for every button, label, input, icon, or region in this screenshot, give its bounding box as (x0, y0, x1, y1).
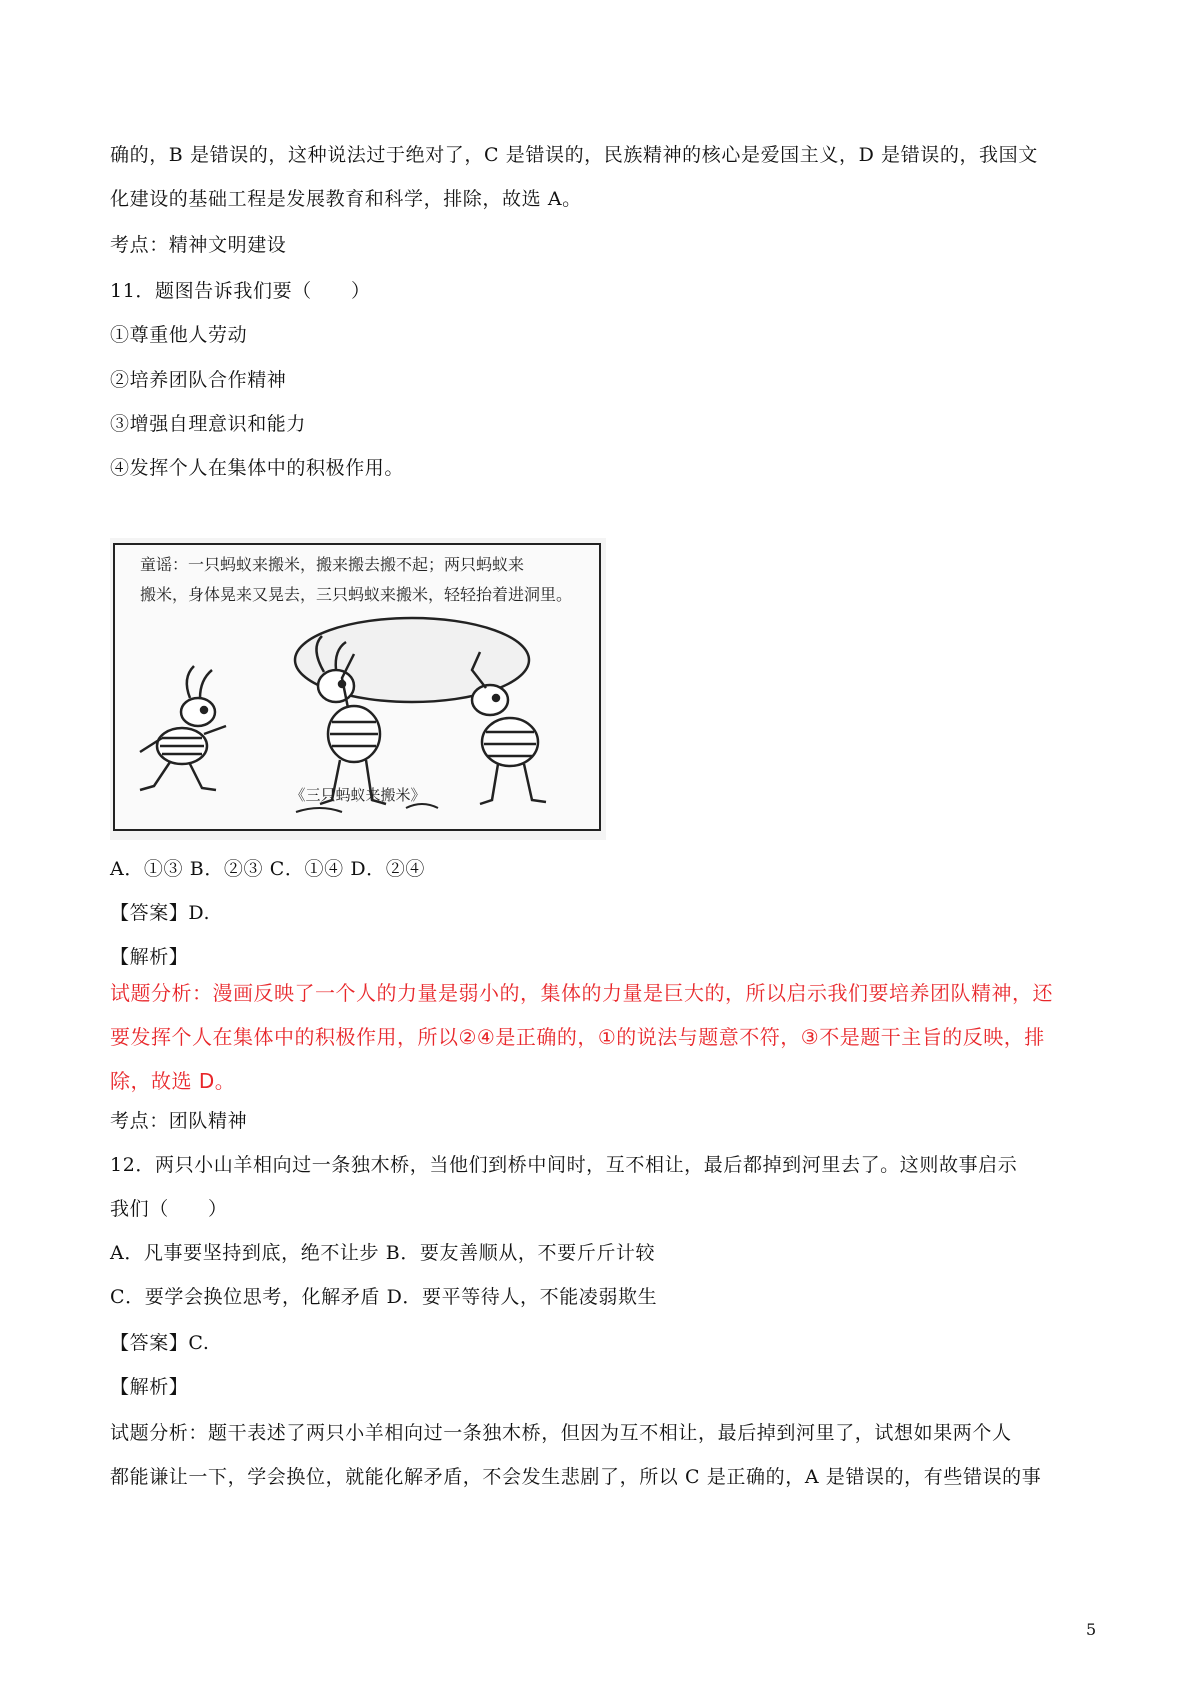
text-line: 化建设的基础工程是发展教育和科学，排除，故选 A。 (110, 188, 582, 210)
text-line: 确的，B 是错误的，这种说法过于绝对了，C 是错误的，民族精神的核心是爱国主义，D 是错误的，我国文 (110, 144, 1038, 166)
question-12-choices: C．要学会换位思考，化解矛盾 D．要平等待人，不能凌弱欺生 (110, 1286, 658, 1308)
figure-title: 《三只蚂蚁来搬米》 (290, 786, 426, 804)
option-2: ②培养团队合作精神 (110, 369, 287, 391)
question-12-cont: 我们（ ） (110, 1198, 228, 1220)
answer-12: 【答案】C. (110, 1332, 210, 1354)
page-number: 5 (1086, 1620, 1097, 1639)
question-11: 11．题图告诉我们要（ ） (110, 280, 371, 302)
figure-caption-line-1: 童谣：一只蚂蚁来搬米，搬来搬去搬不起；两只蚂蚁来 (140, 555, 525, 574)
answer-11: 【答案】D. (110, 902, 211, 924)
question-12-choices: A．凡事要坚持到底，绝不让步 B．要友善顺从，不要斤斤计较 (110, 1242, 656, 1264)
explanation-line: 都能谦让一下，学会换位，就能化解矛盾，不会发生悲剧了，所以 C 是正确的，A 是错误的，有些错误的事 (110, 1466, 1042, 1488)
topic-line: 考点：精神文明建设 (110, 234, 287, 256)
analysis-heading-12: 【解析】 (110, 1376, 189, 1398)
question-12: 12．两只小山羊相向过一条独木桥，当他们到桥中间时，互不相让，最后都掉到河里去了。这则故事启示 (110, 1154, 1018, 1176)
figure-caption-line-2: 搬米，身体晃来又晃去，三只蚂蚁来搬米，轻轻抬着进洞里。 (140, 585, 573, 604)
analysis-heading-11: 【解析】 (110, 946, 189, 968)
topic-line: 考点：团队精神 (110, 1110, 248, 1132)
option-4: ④发挥个人在集体中的积极作用。 (110, 457, 405, 479)
explanation-line: 试题分析：题干表述了两只小羊相向过一条独木桥，但因为互不相让，最后掉到河里了，试想如果两个人 (110, 1422, 1012, 1444)
question-11-choices: A．①③ B．②③ C．①④ D．②④ (110, 858, 425, 880)
option-1: ①尊重他人劳动 (110, 324, 248, 346)
analysis-line: 要发挥个人在集体中的积极作用，所以②④是正确的，①的说法与题意不符，③不是题干主旨的反映，排 (110, 1025, 1045, 1049)
analysis-line: 试题分析：漫画反映了一个人的力量是弱小的，集体的力量是巨大的，所以启示我们要培养团队精神，还 (110, 981, 1053, 1005)
ant-cartoon-figure (110, 538, 606, 840)
analysis-line: 除，故选 D。 (110, 1069, 236, 1093)
option-3: ③增强自理意识和能力 (110, 413, 307, 435)
